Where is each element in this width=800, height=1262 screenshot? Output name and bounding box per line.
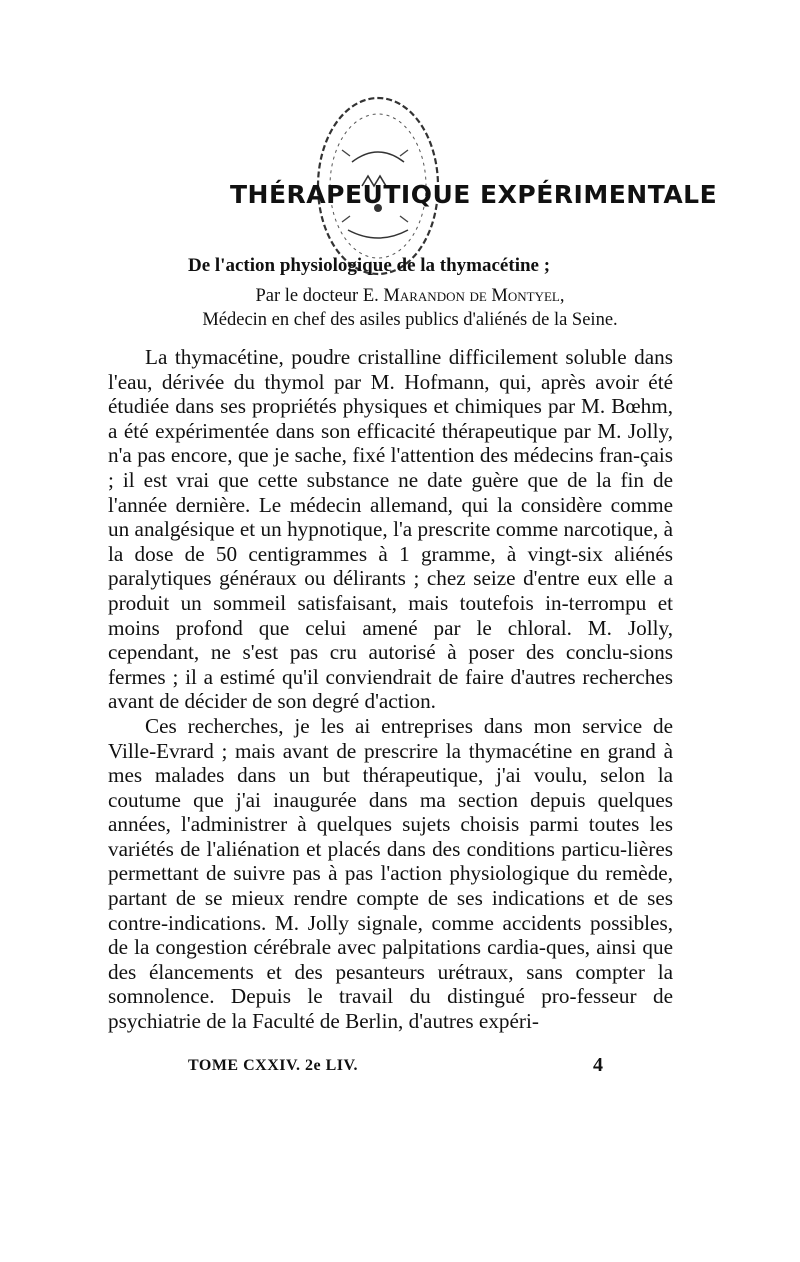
byline-author: Marandon de Montyel, [383,286,565,306]
paragraph-2: Ces recherches, je les ai entreprises dans mon service de Ville-Evrard ; mais avant de prescrire la thymacétine en grand à mes malades dans un but thérapeutique, j'ai voulu, selon la coutume que j'ai inaugurée dans ma section depuis quelques années, l'administrer à quelques sujets choisis parmi toutes les variétés de l'aliénation et placés dans des conditions particu-lières permettant de suivre pas à pas l'action physiologique du remède, partant de se mieux rendre compte de ses indications et de ses contre-indications. M. Jolly signale, comme accidents possibles, de la congestion cérébrale avec palpitations cardia-ques, ainsi que des élancements et des pesanteurs urétraux, sans compter la somnolence. Depuis le travail du distingué pro-fesseur de psychiatrie de la Faculté de Berlin, d'autres expéri- [108,713,673,1034]
page-number: 4 [593,1054,603,1076]
paragraph-1: La thymacétine, poudre cristalline difficilement soluble dans l'eau, dérivée du thymol par M. Hofmann, qui, après avoir été étudiée dans ses propriétés physiques et chimiques par M. Bœhm, a été expérimentée dans son efficacité thérapeutique par M. Jolly, n'a pas encore, que je sache, fixé l'attention des médecins fran-çais ; il est vrai que cette substance ne date guère que de la fin de l'année dernière. Le médecin allemand, qui la considère comme un analgésique et un hypnotique, l'a prescrite comme narcotique, à la dose de 50 centigrammes à 1 gramme, à vingt-six aliénés paralytiques généraux ou délirants ; chez seize d'entre eux elle a produit un sommeil satisfaisant, mais toutefois in-terrompu et moins profond que celui amené par le chloral. M. Jolly, cependant, ne s'est pas cru autorisé à poser des conclu-sions fermes ; il a estimé qu'il conviendrait de faire d'autres recherches avant de décider de son degré d'action. [108,345,673,714]
article-body [108,345,673,1034]
page-footer [188,1054,608,1076]
byline-author-line [140,286,680,307]
byline-prefix: Par le docteur E. [255,286,384,306]
section-title: THÉRAPEUTIQUE EXPÉRIMENTALE [230,180,718,209]
byline-affiliation: Médecin en chef des asiles publics d'aliénés de la Seine. [202,310,618,330]
article-title: De l'action physiologique de la thymacétine ; [188,255,551,276]
signature-mark: TOME CXXIV. 2e LIV. [188,1057,358,1074]
